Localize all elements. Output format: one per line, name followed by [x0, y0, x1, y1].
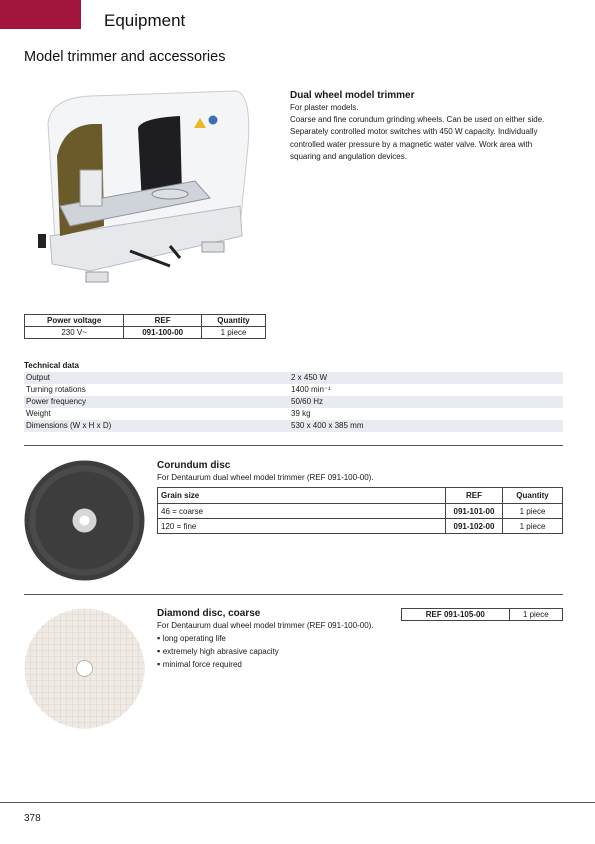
- tech-label: Power frequency: [26, 397, 87, 406]
- cell-voltage: 230 V~: [25, 327, 124, 339]
- cell-grain: 46 = coarse: [158, 504, 446, 519]
- tech-value: 39 kg: [291, 409, 311, 418]
- cell-ref: 091-101-00: [446, 504, 503, 519]
- col-grain-size: Grain size: [158, 488, 446, 504]
- tech-value: 50/60 Hz: [291, 397, 324, 406]
- list-item: ▪ long operating life: [157, 632, 279, 645]
- tech-label: Turning rotations: [26, 385, 86, 394]
- trimmer-desc-line: controlled water pressure by a magnetic water valve. Work area with: [290, 139, 533, 149]
- trimmer-desc-line: squaring and angulation devices.: [290, 151, 407, 161]
- page-number: 378: [24, 813, 41, 824]
- col-ref: REF: [124, 315, 202, 327]
- col-quantity: Quantity: [202, 315, 266, 327]
- tech-value: 1400 min⁻¹: [291, 385, 331, 394]
- tech-value: 530 x 400 x 385 mm: [291, 421, 364, 430]
- divider: [24, 594, 563, 595]
- table-row: [158, 519, 563, 534]
- table-row: [24, 372, 563, 384]
- tech-value: 2 x 450 W: [291, 373, 328, 382]
- trimmer-description: [290, 102, 560, 163]
- trimmer-title: Dual wheel model trimmer: [290, 90, 415, 101]
- trimmer-desc-line: For plaster models.: [290, 103, 359, 112]
- list-item: ▪ extremely high abrasive capacity: [157, 645, 279, 658]
- tech-label: Output: [26, 373, 51, 382]
- divider: [24, 445, 563, 446]
- col-power-voltage: Power voltage: [25, 315, 124, 327]
- table-row: [402, 609, 563, 621]
- trimmer-desc-line: Separately controlled motor switches with 450 W capacity. Individually: [290, 127, 538, 137]
- tech-label: Dimensions (W x H x D): [26, 421, 112, 430]
- corundum-disc-image: [24, 460, 145, 581]
- trimmer-order-table: [24, 314, 266, 339]
- table-row: [24, 408, 563, 420]
- tech-data-title: Technical data: [24, 361, 79, 370]
- corundum-order-table: [157, 487, 563, 534]
- table-row: [24, 384, 563, 396]
- trimmer-desc-line: Coarse and fine corundum grinding wheels. Can be used on either side.: [290, 115, 545, 125]
- col-quantity: Quantity: [503, 488, 563, 504]
- table-row: [24, 420, 563, 432]
- list-item: ▪ minimal force required: [157, 658, 279, 671]
- table-row: [24, 396, 563, 408]
- cell-ref: REF 091-105-00: [402, 609, 510, 621]
- section-title: Equipment: [104, 11, 186, 30]
- footer-divider: [0, 802, 595, 803]
- diamond-title: Diamond disc, coarse: [157, 608, 261, 619]
- diamond-description: For Dentaurum dual wheel model trimmer (REF 091-100-00).: [157, 621, 374, 630]
- cell-quantity: 1 piece: [509, 609, 562, 621]
- table-row: [25, 327, 266, 339]
- corundum-description: For Dentaurum dual wheel model trimmer (REF 091-100-00).: [157, 473, 374, 482]
- cell-quantity: 1 piece: [202, 327, 266, 339]
- cell-ref: 091-102-00: [446, 519, 503, 534]
- section-tab: [0, 0, 81, 29]
- diamond-order-table: [401, 608, 563, 621]
- corundum-title: Corundum disc: [157, 460, 231, 471]
- cell-quantity: 1 piece: [503, 519, 563, 534]
- tech-data-table: [24, 372, 563, 432]
- cell-quantity: 1 piece: [503, 504, 563, 519]
- page-title: Model trimmer and accessories: [24, 49, 226, 65]
- cell-ref: 091-100-00: [124, 327, 202, 339]
- col-ref: REF: [446, 488, 503, 504]
- model-trimmer-image: [30, 86, 256, 298]
- tech-label: Weight: [26, 409, 51, 418]
- cell-grain: 120 = fine: [158, 519, 446, 534]
- table-row: [158, 504, 563, 519]
- diamond-disc-image: [24, 608, 145, 729]
- diamond-features: [157, 632, 279, 672]
